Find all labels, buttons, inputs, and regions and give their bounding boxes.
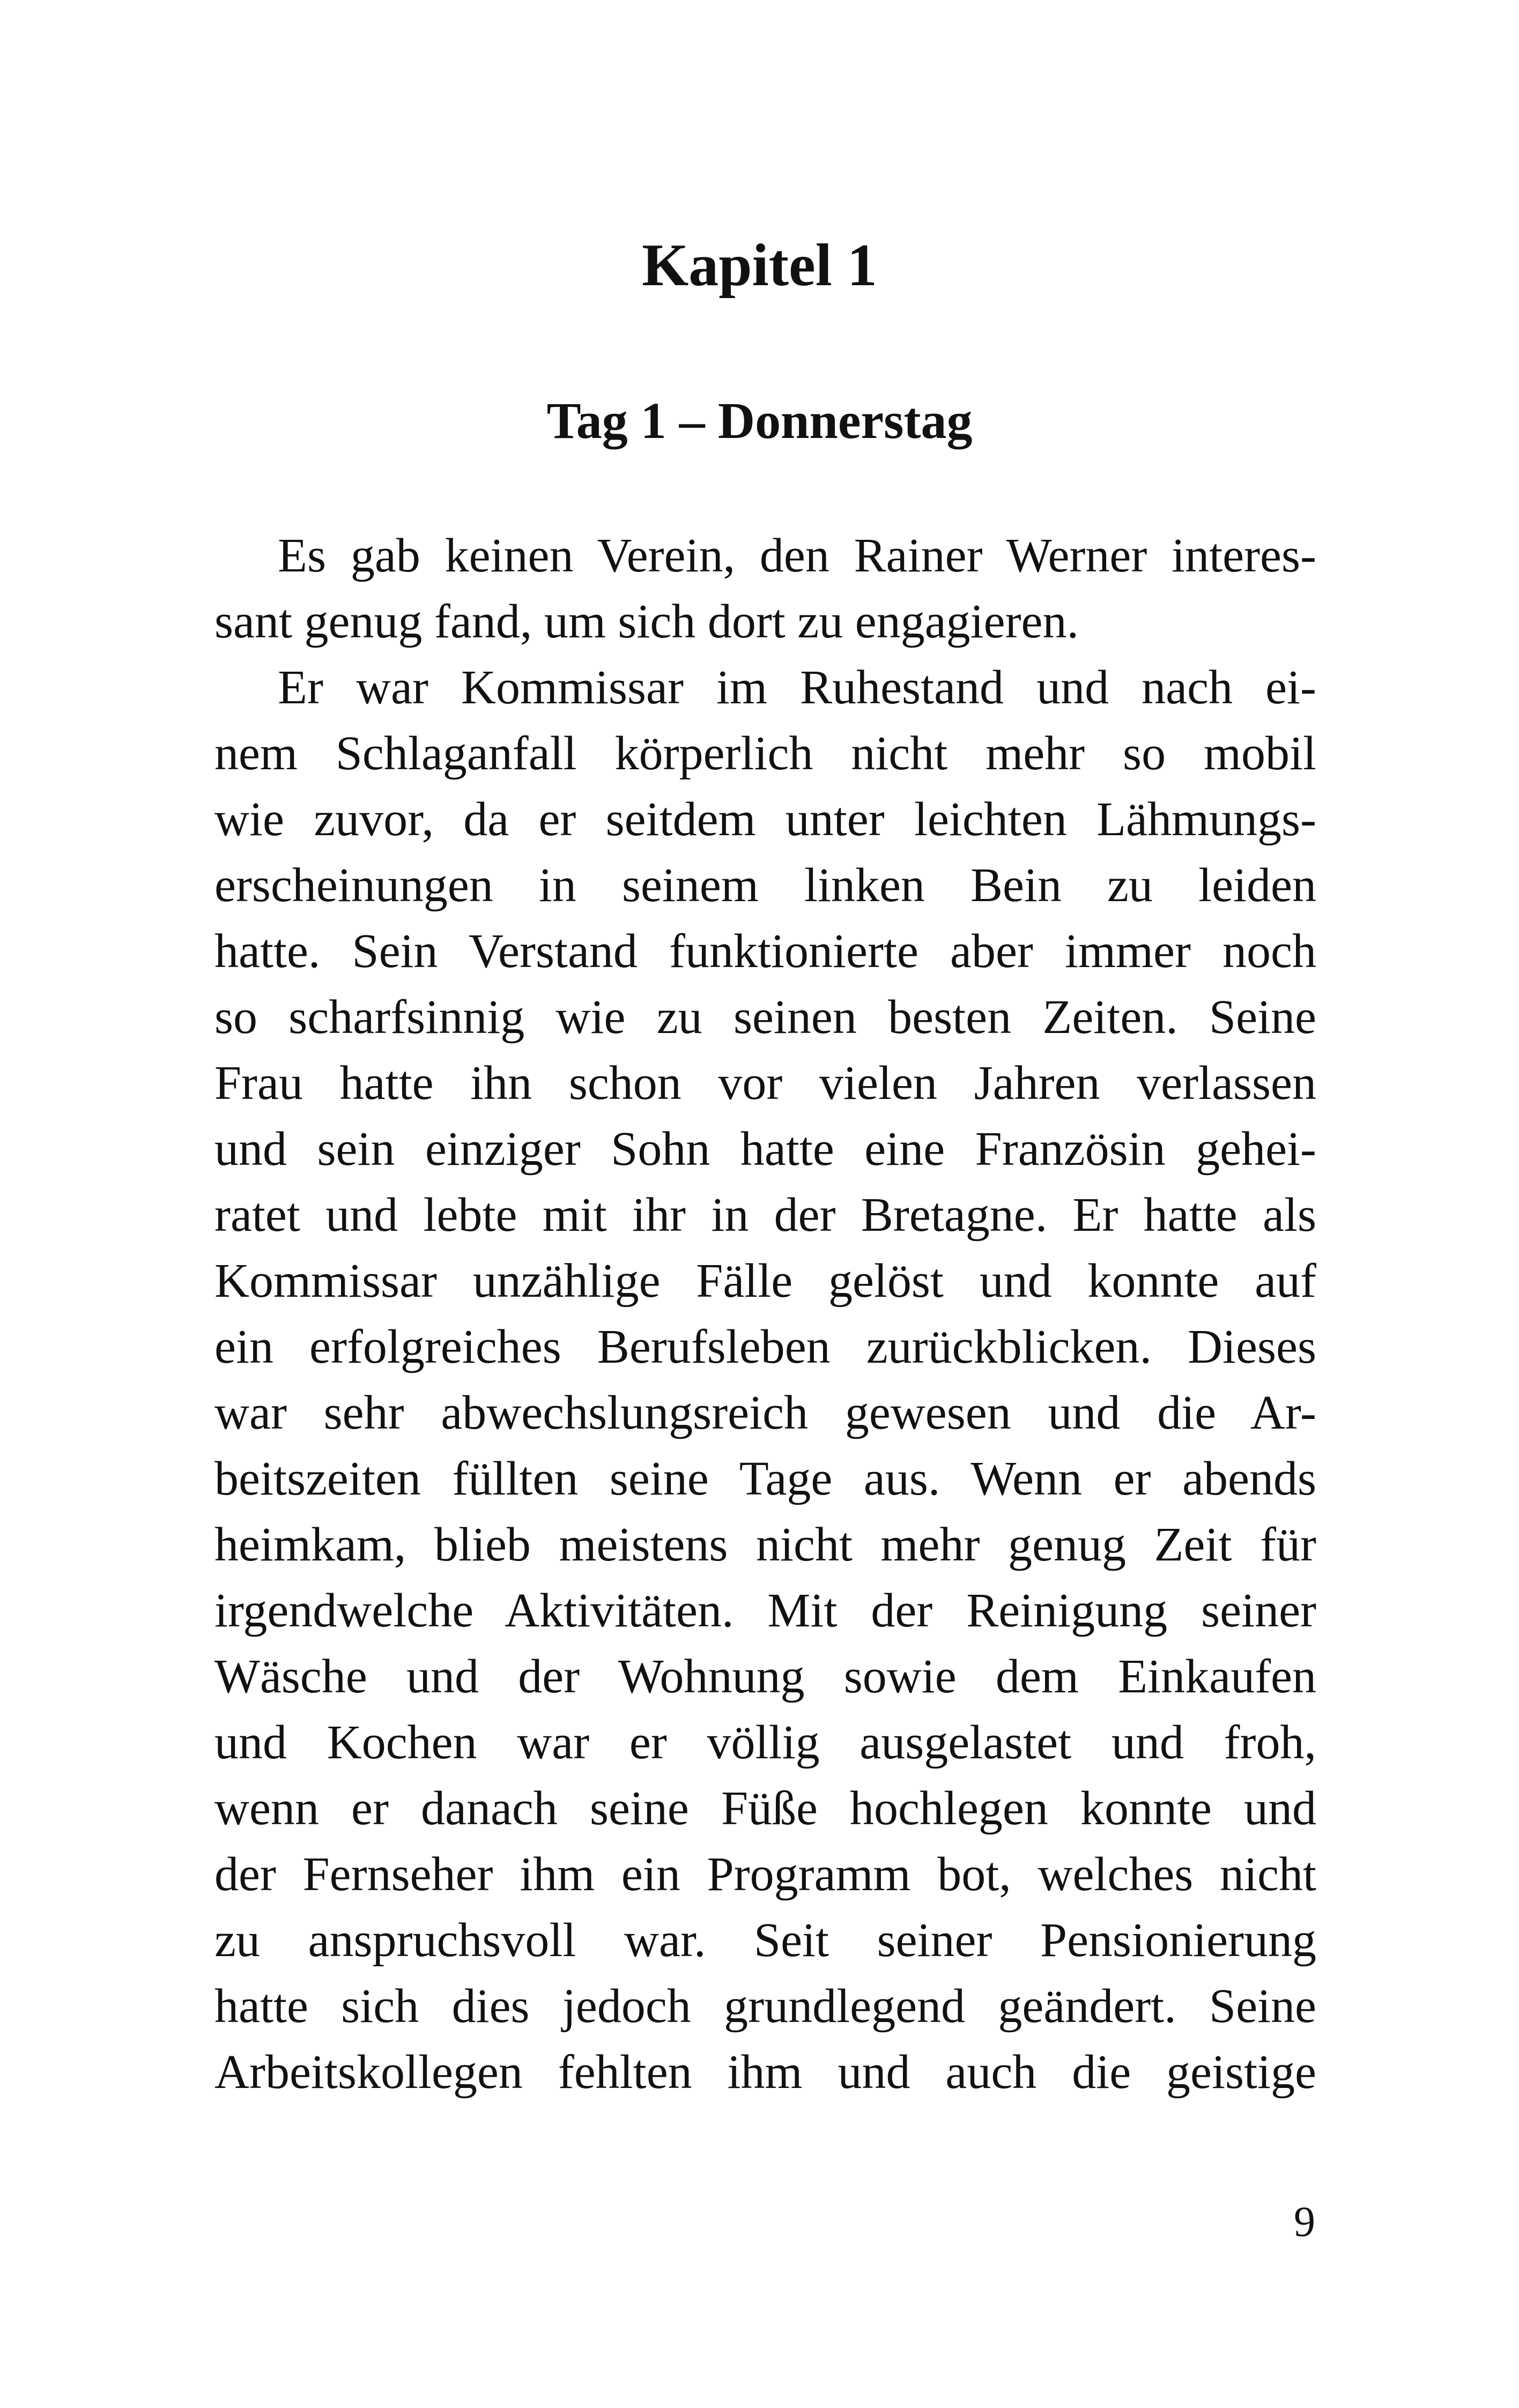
text-line: irgendwelche Aktivitäten. Mit der Reinigung seiner xyxy=(214,1584,1316,1637)
text-line: nem Schlaganfall körperlich nicht mehr so mobil xyxy=(214,727,1316,780)
text-line: Wäsche und der Wohnung sowie dem Einkaufen xyxy=(214,1650,1316,1703)
text-line: Arbeitskollegen fehlten ihm und auch die geistige xyxy=(214,2046,1316,2099)
page-number: 9 xyxy=(1294,2198,1315,2246)
text-line: und sein einziger Sohn hatte eine Französin gehei- xyxy=(214,1123,1316,1176)
text-line: war sehr abwechslungsreich gewesen und die Ar- xyxy=(214,1386,1316,1439)
text-line: und Kochen war er völlig ausgelastet und froh, xyxy=(214,1716,1316,1769)
text-line: so scharfsinnig wie zu seinen besten Zeiten. Seine xyxy=(214,991,1316,1044)
text-line: beitszeiten füllten seine Tage aus. Wenn er abends xyxy=(214,1452,1316,1505)
text-line: zu anspruchsvoll war. Seit seiner Pensionierung xyxy=(214,1914,1316,1967)
text-line: Es gab keinen Verein, den Rainer Werner interes- xyxy=(278,529,1316,582)
text-line: ratet und lebte mit ihr in der Bretagne. Er hatte als xyxy=(214,1188,1316,1242)
text-line: hatte. Sein Verstand funktionierte aber immer noch xyxy=(214,925,1316,978)
text-line: ein erfolgreiches Berufsleben zurückblicken. Dieses xyxy=(214,1320,1316,1373)
text-line: heimkam, blieb meistens nicht mehr genug Zeit für xyxy=(214,1518,1316,1571)
text-line: wie zuvor, da er seitdem unter leichten Lähmungs- xyxy=(214,793,1316,846)
text-line: erscheinungen in seinem linken Bein zu leiden xyxy=(214,859,1316,912)
text-line: der Fernseher ihm ein Programm bot, welches nicht xyxy=(214,1848,1316,1901)
text-line: Kommissar unzählige Fälle gelöst und konnte auf xyxy=(214,1254,1316,1307)
text-line: hatte sich dies jedoch grundlegend geändert. Seine xyxy=(214,1980,1316,2033)
text-line: wenn er danach seine Füße hochlegen konnte und xyxy=(214,1782,1316,1835)
section-title: Tag 1 – Donnerstag xyxy=(546,392,973,449)
text-line: sant genug fand, um sich dort zu engagieren. xyxy=(214,595,1079,648)
text-line: Frau hatte ihn schon vor vielen Jahren verlassen xyxy=(214,1057,1316,1110)
chapter-title: Kapitel 1 xyxy=(642,232,877,299)
body-text xyxy=(214,523,1316,2105)
text-line: Er war Kommissar im Ruhestand und nach ei- xyxy=(278,661,1316,714)
